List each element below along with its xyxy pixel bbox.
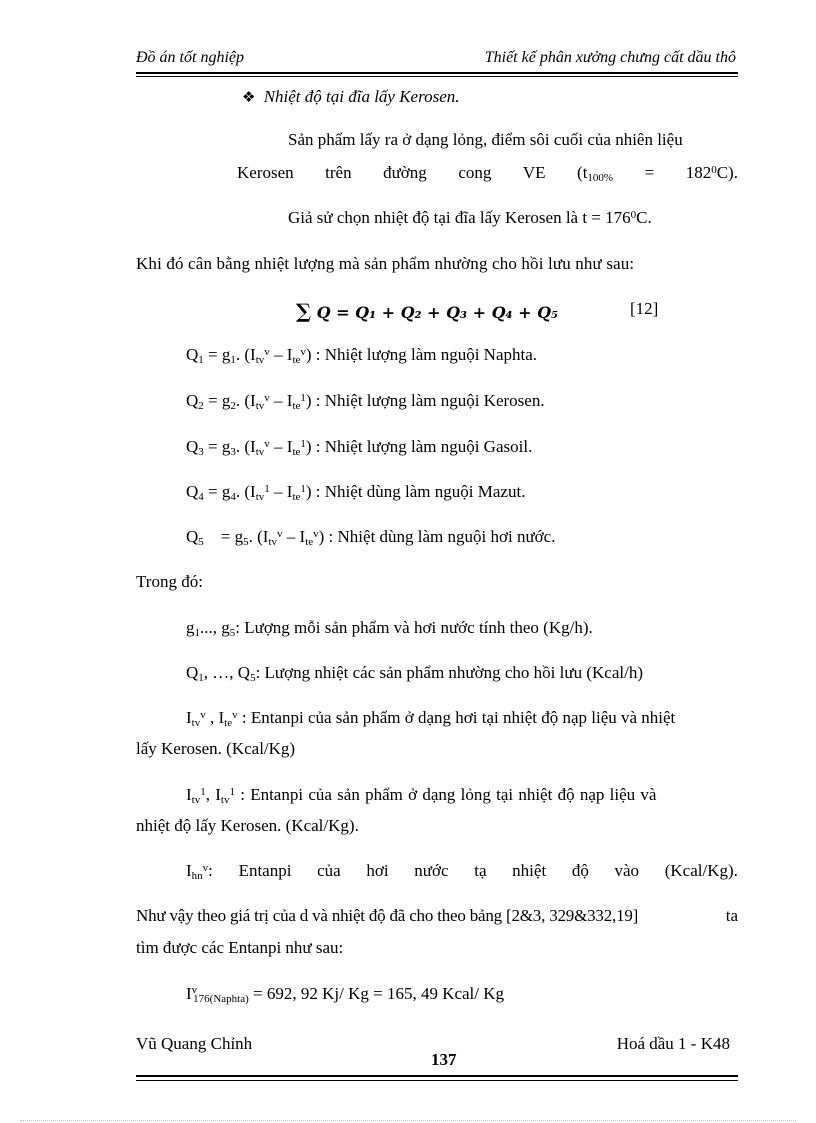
def-q: $Q_1$, …, $Q_5$: Lượng nhiệt các sản phẩm nhường cho hồi lưu (Kcal/h) [186,663,643,684]
formula-text: Q = Q₁ + Q₂ + Q₃ + Q₄ + Q₅ [316,303,559,322]
q-line-4: $Q_4 = g_4$. $(I_{tv}^1 - I_{te}^1)$ : Nhiệt dùng làm nguội Mazut. [186,482,526,503]
section-heading [242,87,460,107]
word: = [644,163,655,182]
footer-author: Vũ Quang Chỉnh [136,1034,253,1053]
nhu-vay-line1: Như vậy theo giá trị của d và nhiệt độ đã cho theo bảng [2&3, 329&332,19] ta [136,906,738,925]
sigma-icon: ∑ [296,299,312,323]
para2: Giả sử chọn nhiệt độ tại đĩa lấy Kerosen là $t = 176^0C$. [288,208,652,227]
header-rule-thin [136,76,738,77]
sum-formula [296,299,558,323]
trong-do-label: Trong đó: [136,572,203,591]
para1-line1: Sản phẩm lấy ra ở dạng lỏng, điểm sôi cuối của nhiên liệu [288,130,683,149]
result-line: $I^v_{176(Naphta)} = 692$, 92 Kj/ Kg = 165, 49 Kcal/ Kg [186,984,505,1005]
word: VE [522,163,546,182]
word: Kerosen [237,163,294,182]
q-line-1: $Q_1 = g_1$. $(I_{tv}^v - I_{te}^v)$ : Nhiệt lượng làm nguội Naphta. [186,345,538,366]
def-g: $g_1$..., $g_5$: Lượng mỗi sản phẩm và hơi nước tính theo (Kg/h). [186,618,593,639]
header-right: Thiết kế phân xưởng chưng cất dầu thô [484,49,736,66]
footer-class: Hoá dầu 1 - K48 [616,1034,730,1053]
def-i2-line1: $I_{tv}^1$, $I_{tv}^1$ : Entanpi của sản phẩm ở dạng lỏng tại nhiệt độ nạp liệu và [186,785,657,806]
para1-line2 [237,163,738,183]
def-i3: $I_{hn}^v$: Entanpi của hơi nước tạ nhiệt độ vào (Kcal/Kg). [186,861,738,882]
header-left: Đồ án tốt nghiệp [136,49,244,66]
formula-ref: [12] [630,299,659,318]
word: đường [383,163,427,182]
page-number: 137 [431,1050,457,1069]
section-title: Nhiệt độ tại đĩa lấy Kerosen. [263,87,460,106]
word: trên [325,163,352,182]
q-line-5: $Q_5$ = $g_5$. $(I_{tv}^v - I_{te}^v)$ : Nhiệt dùng làm nguội hơi nước. [186,527,556,548]
para3: Khi đó cân bằng nhiệt lượng mà sản phẩm nhường cho hồi lưu như sau: [136,254,635,273]
q-line-3: $Q_3 = g_3$. $(I_{tv}^v - I_{te}^1)$ : Nhiệt lượng làm nguội Gasoil. [186,437,533,458]
def-i2-line2: nhiệt độ lấy Kerosen. (Kcal/Kg). [136,816,359,835]
q-line-2: $Q_2 = g_2$. $(I_{tv}^v - I_{te}^1)$ : Nhiệt lượng làm nguội Kerosen. [186,391,545,412]
header-rule-thick [136,72,738,74]
page-bottom-dotted-line [20,1120,796,1121]
def-i1-line1: $I_{tv}^v$ , $I_{te}^v$ : Entanpi của sản phẩm ở dạng hơi tại nhiệt độ nạp liệu và nhiệt [186,708,676,729]
footer-rule-thin [136,1080,738,1081]
temp-182: $182^0C$). [685,163,738,182]
footer-rule-thick [136,1075,738,1077]
nhu-vay-line2: tìm được các Entanpi như sau: [136,938,344,957]
word: cong [458,163,492,182]
def-i1-line2: lấy Kerosen. (Kcal/Kg) [136,739,296,758]
t100-term: ($t_{100\%}$ [577,163,614,184]
bullet-icon: ❖ [242,88,256,106]
